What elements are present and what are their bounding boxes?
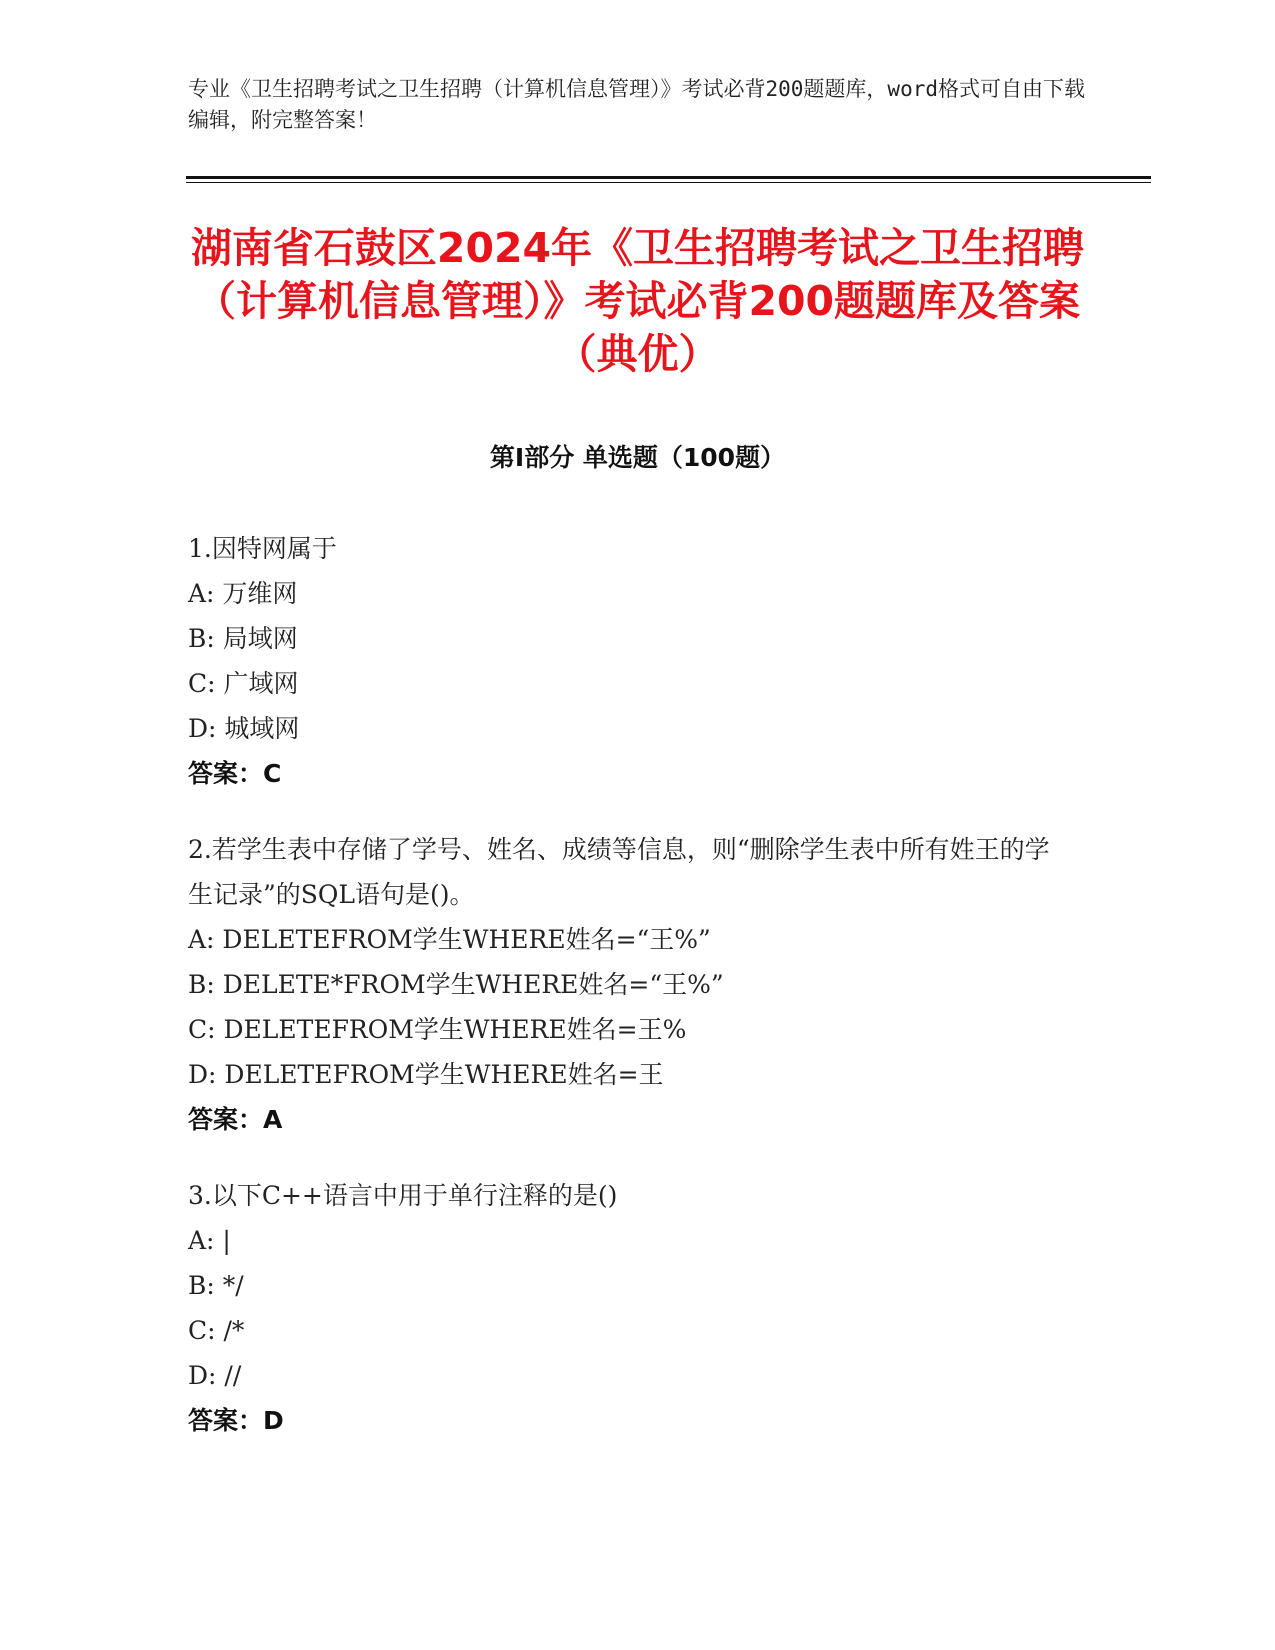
option-d: D: DELETEFROM学生WHERE姓名=王 [188,1060,664,1089]
question-3 [188,1173,1068,1443]
answer-line: 答案：D [188,1406,284,1435]
option-c: C: /* [188,1316,245,1345]
option-a: A: 万维网 [188,579,298,608]
section-title: 第Ⅰ部分 单选题（100题） [489,443,786,472]
question-2 [188,827,1068,1142]
option-d: D: // [188,1361,242,1390]
question-1 [188,526,1068,796]
answer-line: 答案：A [188,1105,283,1134]
header-divider-thick [186,176,1151,179]
option-d: D: 城域网 [188,714,300,743]
answer-line: 答案：C [188,759,282,788]
question-stem: 1.因特网属于 [188,534,337,563]
option-b: B: 局域网 [188,624,298,653]
header-divider-thin [186,182,1151,183]
document-title: 湖南省石鼓区2024年《卫生招聘考试之卫生招聘（计算机信息管理）》考试必背200题题库及答案（典优） [190,224,1085,378]
option-b: B: */ [188,1271,244,1300]
question-list [188,526,1068,1474]
option-c: C: 广域网 [188,669,299,698]
option-c: C: DELETEFROM学生WHERE姓名=王% [188,1015,687,1044]
header-note: 专业《卫生招聘考试之卫生招聘（计算机信息管理）》考试必背200题题库，word格式可自由下载编辑，附完整答案！ [188,77,1085,132]
question-stem: 2.若学生表中存储了学号、姓名、成绩等信息，则“删除学生表中所有姓王的学生记录”的SQL语句是()。 [188,835,1050,909]
option-a: A: DELETEFROM学生WHERE姓名=“王%” [188,925,711,954]
option-b: B: DELETE*FROM学生WHERE姓名=“王%” [188,970,724,999]
option-a: A: | [188,1226,231,1255]
question-stem: 3.以下C++语言中用于单行注释的是() [188,1181,618,1210]
